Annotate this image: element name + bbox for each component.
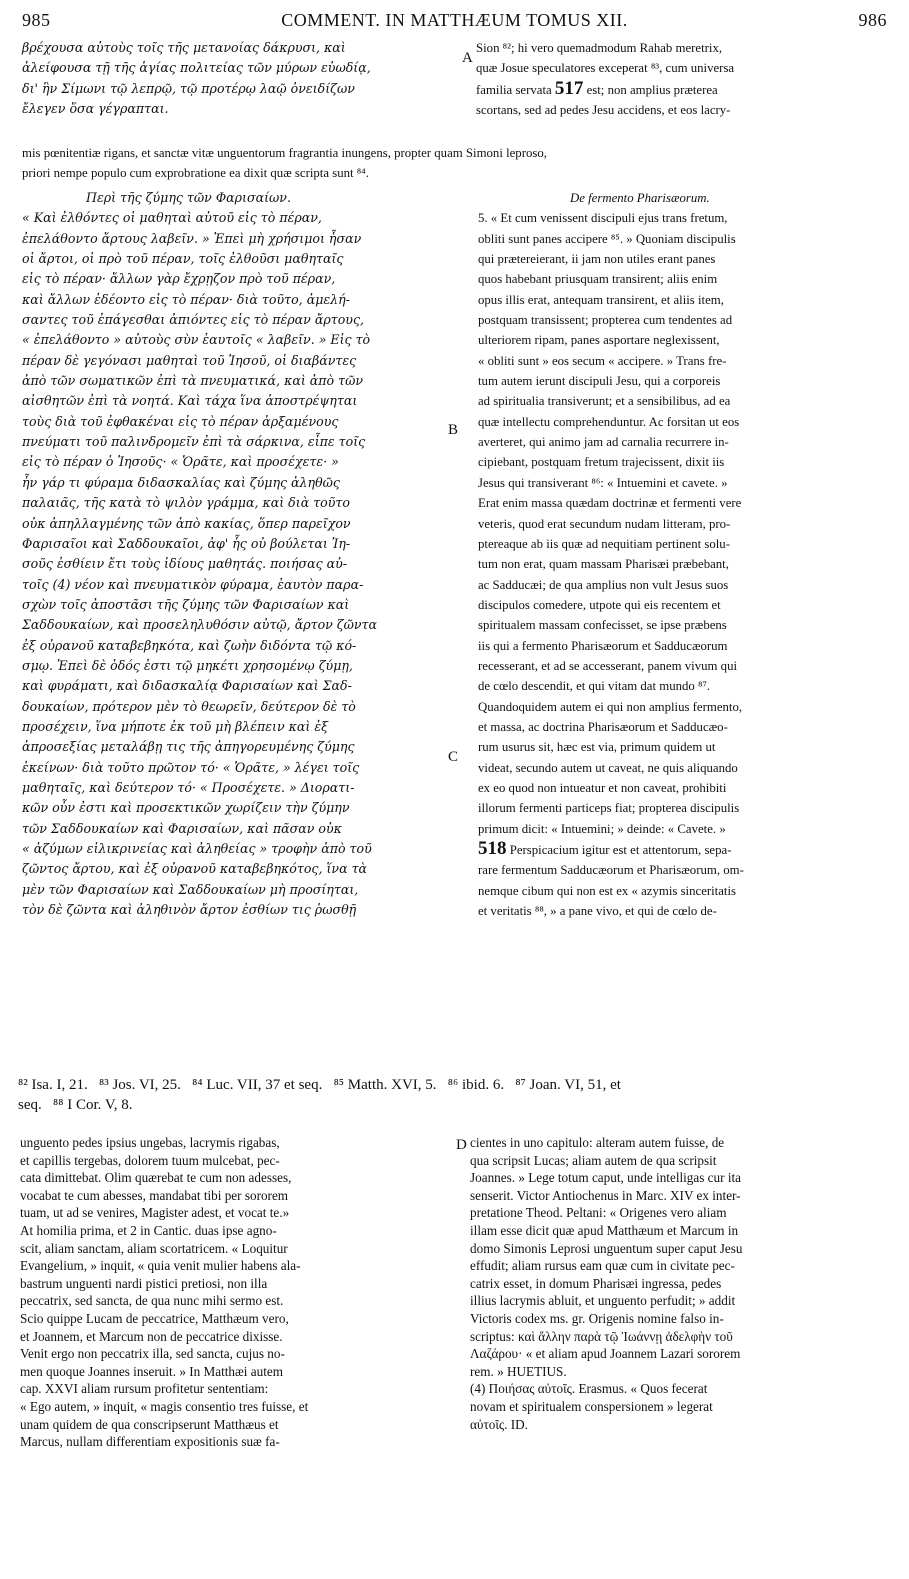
text-line: ἔλεγεν ὅσα γέγραπται. (22, 101, 169, 117)
greek-column (22, 188, 452, 920)
text-line: μαθηταῖς, καὶ δεύτερον τό· « Προσέχετε. » Διορατι- (22, 779, 355, 795)
text-line: « ἀζύμων εἰλικρινείας καὶ ἀληθείας » τροφὴν ἀπὸ τοῦ (22, 841, 372, 856)
text-line: primum dicit: « Intuemini; » deinde: « Cavete. » (478, 821, 726, 836)
text-line: ἀπροσεξίας μεταλάβῃ τις τῆς ἀπηγορευμένης ζύμης (22, 739, 355, 755)
text-line: σαντες τοῦ ἐπάγεσθαι ἀπιόντες εἰς τὸ πέραν ἄρτους, (22, 312, 365, 328)
text-line: πνεύματι τοῦ παλινδρομεῖν ἐπὶ τὰ σάρκινα, εἶπε τοῖς (22, 434, 366, 450)
text-line: σμῳ. Ἐπεὶ δὲ ὁδός ἐστι τῷ μηκέτι χρησομένῳ ζύμῃ, (22, 657, 353, 673)
text-line: οὐκ ἀπηλλαγμένης τῶν ἀπὸ κακίας, ὅπερ παρεῖχον (22, 515, 351, 531)
text-line: et veritatis ⁸⁸, » a pane vivo, et qui de cœlo de- (478, 904, 717, 919)
text-line: κῶν οὖν ἐστι καὶ προσεκτικῶν χωρίζειν τὴν ζύμην (22, 800, 350, 816)
text-line: Σαδδουκαίων, καὶ προσεληλυθόσιν αὐτῷ, ἄρτον ζῶντα (22, 617, 378, 633)
text-line: pretatione Theod. Peltani: « Origenes vero aliam (470, 1205, 727, 1221)
text-line: πέραν δὲ γεγόνασι μαθηταὶ τοῦ Ἰησοῦ, οἱ διαβάντες (22, 352, 357, 368)
text-line: « Ego autem, » inquit, « magis consentio tres fuisse, et (20, 1398, 309, 1414)
text-line: unam quidem de qua conscripserunt Matthæus et (20, 1416, 279, 1432)
text-line: men quoque Joannes inseruit. » In Matthæi autem (20, 1363, 283, 1379)
text-line: scortans, sed ad pedes Jesu accidens, et eos lacry- (476, 103, 731, 118)
text-line: quæ intellectu comprehenduntur. Ac forsitan ut eos (478, 414, 740, 429)
text-line: qua scripsit Lucas; aliam autem de qua scripsit (470, 1152, 717, 1168)
text-line: ἀπὸ τῶν σωματικῶν ἐπὶ τὰ πνευματικά, καὶ ἀπὸ τῶν (22, 373, 364, 389)
text-line: τὸν δὲ ζῶντα καὶ ἀληθινὸν ἄρτον ἐσθίων τις ῥωσθῇ (22, 902, 357, 918)
text-line: cientes in uno capitulo: alteram autem fuisse, de (470, 1135, 725, 1150)
text-line: Λαζάρου· « et aliam apud Joannem Lazari sororem (470, 1346, 741, 1362)
text-line: bastrum unguenti nardi pistici pretiosi, non illa (20, 1275, 268, 1291)
text-line: obliti sunt panes accipere ⁸⁵. » Quoniam discipulis (478, 231, 736, 246)
text-line: βρέχουσα αὐτοὺς τοῖς τῆς μετανοίας δάκρυσι, καὶ (22, 40, 346, 55)
text-line: nemque cibum qui non est ex « azymis sinceritatis (478, 883, 737, 898)
notes-right-column (470, 1134, 902, 1433)
text-line: Sion ⁸²; hi vero quemadmodum Rahab meretrix, (476, 41, 723, 55)
text-line: ἐκείνων· διὰ τοῦτο πρῶτον τό· « Ὁρᾶτε, » λέγει τοῖς (22, 759, 360, 775)
text-line: catrix esset, in domum Pharisæi ingressa, pedes (470, 1275, 722, 1291)
text-line: senserit. Victor Antiochenus in Marc. XIV ex inter- (470, 1187, 741, 1203)
text-line (478, 839, 903, 860)
text-line: καὶ ἄλλων ἐδέοντο εἰς τὸ πέραν· διὰ τοῦτο, ἀμελή- (22, 291, 350, 307)
text-line (476, 79, 896, 100)
page-number-left: 985 (22, 10, 51, 30)
text-line: εἰς τὸ πέραν ὁ Ἰησοῦς· « Ὁρᾶτε, καὶ προσέχετε· » (22, 454, 339, 470)
text-line: ac Sadducæi; de qua amplius non vult Jesus suos (478, 577, 729, 592)
text-line: προσέχειν, ἵνα μήποτε ἐκ τοῦ μὴ βλέπειν καὶ ἐξ (22, 718, 329, 734)
margin-letter: D (456, 1137, 467, 1153)
text-line: Erat enim massa quædam doctrinæ et fermenti vere (478, 496, 742, 511)
text-line: tuam, ut ad se venires, Magister adest, et vocat te.» (20, 1205, 290, 1221)
latin-text-block (478, 208, 903, 921)
greek-text-block (22, 208, 452, 920)
text-line: ἦν γάρ τι φύραμα διδασκαλίας καὶ ζύμης ἀληθῶς (22, 474, 340, 490)
text-line: (4) Ποιήσας αὐτοῖς. Erasmus. « Quos fecerat (470, 1381, 708, 1397)
text-line: Victoris codex ms. gr. Origenis nomine falso in- (470, 1310, 724, 1326)
text-line: veteris, quod erat secundum nudam litteram, pro- (478, 516, 731, 531)
footnotes (18, 1075, 898, 1115)
text-line: τοῖς (4) νέον καὶ πνευματικὸν φύραμα, ἑαυτὸν παρα- (22, 576, 364, 592)
text-line: opus illis erat, antequam transirent, et aliis item, (478, 292, 724, 307)
text-line: At homilia prima, et 2 in Cantic. duas ipse agno- (20, 1222, 277, 1238)
text-line: quos habebant priusquam transirent; aliis enim (478, 272, 718, 287)
text-line: ἀλείφουσα τῇ τῆς ἁγίας πολιτείας τῶν μύρων εὐωδίᾳ, (22, 60, 371, 76)
text-line: averteret, qui animo jam ad carnalia recurrere in- (478, 435, 729, 450)
text-line: ἐξ οὐρανοῦ καταβεβηκότα, καὶ ζωὴν διδόντα τῷ κό- (22, 637, 357, 653)
text-line: qui prætereierant, ii jam non utiles erant panes (478, 252, 716, 267)
text-line: οἱ ἄρτοι, οἱ πρὸ τοῦ πέραν, τοῖς ἐλθοῦσι μαθηταῖς (22, 251, 344, 267)
text-line: tum non erat, quam massam Pharisæi præbebant, (478, 557, 729, 572)
text-line: Evangelium, » inquit, « quia venit mulier habens ala- (20, 1258, 301, 1274)
latin-column (478, 188, 903, 921)
text-line: discipulos comedere, utpote qui eis recentem et (478, 597, 721, 612)
text-line: δουκαίων, πρότερον μὲν τὸ θεωρεῖν, δεύτερον δὲ τὸ (22, 698, 356, 714)
section-heading-latin: De fermento Pharisæorum. (570, 191, 710, 205)
text-line: spiritualem massam confecisset, se ipse præbens (478, 618, 727, 633)
text-line: αἰσθητῶν ἐπὶ τὰ νοητά. Καὶ τάχα ἵνα ἀποστρέψηται (22, 393, 358, 409)
text-line: ζῶντος ἄρτου, καὶ ἐξ οὐρανοῦ καταβεβηκότος, ἵνα τὰ (22, 861, 368, 877)
text-line: postquam transissent; propterea cum tendentes ad (478, 313, 733, 328)
text-line: « ἐπελάθοντο » αὐτοὺς σὺν ἑαυτοῖς « λαβεῖν. » Εἰς τὸ (22, 332, 371, 348)
section-heading-greek: Περὶ τῆς ζύμης τῶν Φαρισαίων. (86, 190, 291, 205)
text-line: et capillis tergebas, dolorem tuum mulcebat, pec- (20, 1152, 280, 1168)
text-line: illius lacrymis abluit, et unguento perfudit; » addit (470, 1293, 736, 1309)
text-line: novam et spiritualem conspersionem » legerat (470, 1398, 713, 1414)
text-line: « obliti sunt » eos secum « accipere. » Trans fre- (478, 353, 727, 368)
text-line: scit, aliam sanctam, aliam scortatricem. « Loquitur (20, 1240, 288, 1256)
footnote-line: seq. ⁸⁸ I Cor. V, 8. (18, 1097, 133, 1113)
text-line: videat, secundo autem ut caveat, ne quis aliquando (478, 760, 738, 775)
text-line: τῶν Σαδδουκαίων καὶ Φαρισαίων, καὶ πᾶσαν οὐκ (22, 820, 342, 836)
text-line: μὲν τῶν Φαρισαίων καὶ Σαδδουκαίων μὴ προσίηται, (22, 881, 359, 897)
text-line: unguento pedes ipsius ungebas, lacrymis rigabas, (20, 1135, 280, 1150)
margin-letter: A (462, 50, 473, 66)
margin-letter: C (448, 749, 459, 765)
top-greek-column (22, 38, 462, 119)
text-line: Scio quippe Lucam de peccatrice, Matthæum vero, (20, 1310, 289, 1326)
text-line: domo Simonis Leprosi unguentum super caput Jesu (470, 1240, 743, 1256)
text-line: Marcus, nullam differentiam expositionis suæ fa- (20, 1434, 280, 1450)
text-fragment: Perspicacium igitur est et attentorum, sepa- (509, 843, 732, 857)
text-line: Φαρισαῖοι καὶ Σαδδουκαῖοι, ἀφ' ἧς οὐ βούλεται Ἰη- (22, 535, 351, 551)
text-line: rum usurus sit, hæc est via, primum quidem ut (478, 740, 716, 755)
text-line: iis qui a fermento Pharisæorum et Sadducæorum (478, 638, 728, 653)
top-latin-column (476, 38, 896, 120)
text-line: ex eo quod non intueatur et non caveat, prohibiti (478, 780, 727, 795)
text-line: παλαιᾶς, τῆς κατὰ τὸ ψιλὸν γράμμα, καὶ διὰ τοῦτο (22, 495, 350, 511)
text-fragment: est; non amplius præterea (586, 82, 718, 97)
text-line: δι' ἣν Σίμωνι τῷ λεπρῷ, τῷ προτέρῳ λαῷ ὀνειδίζων (22, 80, 355, 96)
text-line: τοὺς διὰ τοῦ ἐφθακέναι εἰς τὸ πέραν ἀρξαμένους (22, 413, 339, 429)
text-line: de cœlo descendit, et qui vitam dat mundo ⁸⁷. (478, 679, 711, 694)
text-line: 5. « Et cum venissent discipuli ejus trans fretum, (478, 211, 728, 226)
top-full-width-text (22, 143, 902, 184)
text-line: rem. » HUETIUS. (470, 1363, 567, 1379)
text-line: ulteriorem ripam, panes asportare neglexissent, (478, 333, 720, 348)
text-line: ptereaque ab iis quæ ad nequitiam pertinent solu- (478, 536, 730, 551)
text-line: et massa, ac doctrina Pharisæorum et Sadducæo- (478, 719, 728, 734)
text-line: Jesus qui transiverant ⁸⁶: « Intuemini et cavete. » (478, 475, 728, 490)
text-line: rare fermentum Sadducæorum et Pharisæorum, om- (478, 863, 744, 878)
text-fragment: familia servata (476, 82, 552, 97)
notes-left-column (20, 1134, 450, 1451)
text-line: recesserant, et ad se accesserant, panem vivum qui (478, 658, 738, 673)
margin-letter: B (448, 422, 459, 438)
text-line: Joannes. » Lege totum caput, unde intelligas cur ita (470, 1170, 742, 1186)
text-line: Quandoquidem autem ei qui non amplius fermento, (478, 699, 743, 714)
footnote-line: ⁸² Isa. I, 21. ⁸³ Jos. VI, 25. ⁸⁴ Luc. VII, 37 et seq. ⁸⁵ Matth. XVI, 5. ⁸⁶ ibid. 6. ⁸⁷ Joan. VI, 51, et (18, 1077, 621, 1093)
text-line: et Joannem, et Marcum non de peccatrice dixisse. (20, 1328, 283, 1344)
text-line: « Καὶ ἐλθόντες οἱ μαθηταὶ αὐτοῦ εἰς τὸ πέραν, (22, 210, 322, 226)
margin-page-marker: 517 (554, 77, 584, 99)
text-line: scriptus: καὶ ἄλλην παρὰ τῷ Ἰωάννῃ ἀδελφὴν τοῦ (470, 1328, 733, 1344)
text-line: quæ Josue speculatores exceperat ⁸³, cum universa (476, 61, 735, 76)
text-line: cap. XXVI aliam rursum profitetur sententiam: (20, 1381, 269, 1397)
margin-page-marker: 518 (478, 838, 507, 859)
text-line: καὶ φυράματι, καὶ διδασκαλίᾳ Φαρισαίων καὶ Σαδ- (22, 678, 352, 694)
text-line: σοῦς ἐσθίειν ἔτι τοὺς ἰδίους μαθητάς. ποιήσας αὐ- (22, 556, 348, 572)
text-line: effudit; aliam rursus eam quæ cum in civitate pec- (470, 1258, 735, 1274)
text-line: εἰς τὸ πέραν· ἄλλων γὰρ ἔχρῃζον πρὸ τοῦ πέραν, (22, 271, 336, 287)
text-line: ἐπελάθοντο ἄρτους λαβεῖν. » Ἐπεὶ μὴ χρήσιμοι ἦσαν (22, 230, 362, 246)
text-line: tum autem ierunt discipuli Jesu, qui a corporeis (478, 374, 721, 389)
page-number-right: 986 (858, 10, 887, 30)
text-line: mis pœnitentiæ rigans, et sanctæ vitæ unguentorum fragrantia inungens, propter quam Simoni leproso, (22, 146, 547, 160)
text-line: illam esse dicit quæ apud Matthæum et Marcum in (470, 1222, 739, 1238)
text-line: cata dimittebat. Olim quærebat te cum non adesses, (20, 1170, 292, 1186)
text-line: priori nempe populo cum exprobratione ea dixit quæ scripta sunt ⁸⁴. (22, 166, 369, 181)
text-line: ad spiritualia transiverunt; et a sensibilibus, ad ea (478, 394, 731, 409)
text-line: cipiebant, postquam fretum trajecissent, dixit iis (478, 455, 725, 470)
text-line: vocabat te cum abesses, mandabat tibi per sororem (20, 1187, 289, 1203)
text-line: illorum fermenti particeps fiat; propterea discipulis (478, 801, 740, 816)
running-header (0, 6, 909, 34)
text-line: peccatrix, sed sancta, de qua nunc mihi sermo est. (20, 1293, 284, 1309)
text-line: σχὼν τοῖς ἀποστᾶσι τῆς ζύμης τῶν Φαρισαίων καὶ (22, 596, 350, 612)
running-title: COMMENT. IN MATTHÆUM TOMUS XII. (281, 10, 628, 30)
text-line: αὐτοῖς. ID. (470, 1416, 528, 1432)
text-line: Venit ergo non peccatrix illa, sed sancta, cujus no- (20, 1346, 285, 1362)
